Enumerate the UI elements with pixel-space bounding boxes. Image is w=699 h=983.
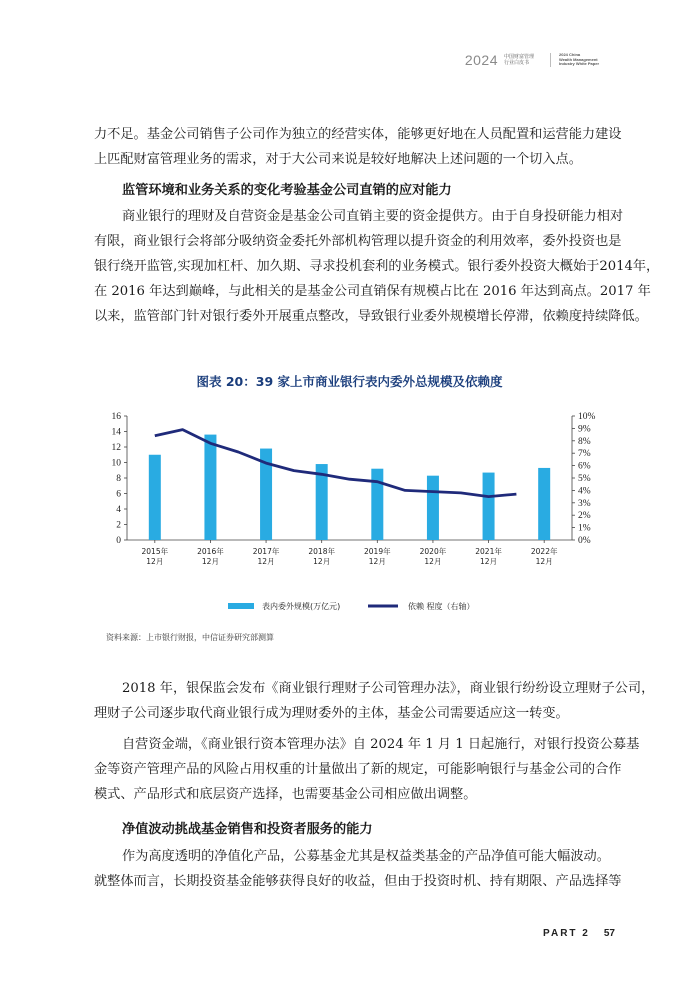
paragraph-line: 有限，商业银行会将部分吸纳资金委托外部机构管理以提升资金的利用效率，委外投资也是 [94, 234, 622, 249]
right-tick-label: 7% [578, 449, 591, 460]
footer-part: PART 2 [543, 928, 590, 939]
x-tick-label: 12月 [201, 557, 219, 566]
right-tick-label: 0% [578, 536, 591, 546]
paragraph-line: 就整体而言，长期投资基金能够获得良好的收益，但由于投资时机、持有期限、产品选择等 [94, 874, 622, 889]
paragraph-4 [94, 732, 640, 807]
paragraph-line: 银行绕开监管,实现加杠杆、加久期、寻求投机套利的业务模式。银行委外投资大概始于2014年， [94, 259, 660, 274]
right-tick-label: 3% [578, 498, 591, 509]
left-tick-label: 6 [116, 489, 121, 500]
right-tick-label: 6% [578, 461, 591, 472]
x-tick-label: 12月 [424, 557, 442, 566]
page-footer [543, 928, 615, 939]
x-tick-label: 2018年 [308, 547, 335, 556]
left-tick-label: 8 [116, 474, 121, 484]
x-tick-label: 2021年 [475, 547, 502, 556]
left-tick-label: 10 [111, 458, 121, 469]
left-tick-label: 14 [111, 427, 121, 438]
paragraph-line: 2018 年，银保监会发布《商业银行理财子公司管理办法》，商业银行纷纷设立理财子公司， [122, 681, 655, 696]
paragraph-line: 力不足。基金公司销售子公司作为独立的经营实体，能够更好地在人员配置和运营能力建设 [94, 127, 622, 142]
left-tick-label: 16 [111, 412, 121, 422]
paragraph-line: 在 2016 年达到巅峰，与此相关的是基金公司直销保有规模占比在 2016 年达到高点。2017 年 [94, 284, 651, 299]
bar [149, 455, 161, 540]
right-tick-label: 4% [578, 486, 591, 497]
header-title-en [559, 53, 615, 67]
section-heading-1: 监管环境和业务关系的变化考验基金公司直销的应对能力 [122, 183, 452, 198]
right-tick-label: 5% [578, 474, 591, 484]
right-tick-label: 1% [578, 523, 591, 534]
paragraph-2 [94, 204, 660, 329]
left-tick-label: 12 [111, 443, 121, 453]
paragraph-line: 模式、产品形式和底层资产选择，也需要基金公司相应做出调整。 [94, 787, 477, 802]
figure-source: 资料来源：上市银行财报，中信证券研究部测算 [106, 633, 274, 642]
x-tick-label: 2017年 [252, 547, 280, 556]
paragraph-1 [94, 122, 622, 172]
legend-label-line: 依赖 程度（右轴） [408, 602, 475, 611]
right-tick-label: 2% [578, 511, 591, 522]
paragraph-line: 商业银行的理财及自营资金是基金公司直销主要的资金提供方。由于自身投研能力相对 [122, 209, 624, 224]
bar [371, 469, 383, 540]
paragraph-line: 以来，监管部门针对银行委外开展重点整改，导致银行业委外规模增长停滞，依赖度持续降低。 [94, 309, 648, 324]
paragraph-3 [94, 676, 655, 726]
paragraph-line: 作为高度透明的净值化产品，公募基金尤其是权益类基金的产品净值可能大幅波动。 [122, 849, 610, 864]
section-heading-2: 净值波动挑战基金销售和投资者服务的能力 [122, 822, 373, 837]
x-tick-label: 12月 [257, 557, 275, 566]
right-tick-label: 8% [578, 436, 591, 447]
header-year: 2024 [464, 52, 498, 68]
legend-label-bar: 表内委外规模(万亿元) [262, 602, 341, 611]
x-tick-label: 12月 [480, 557, 498, 566]
bar [427, 476, 439, 540]
bar [538, 468, 550, 540]
header-title-en-line1: 2024 China [559, 52, 581, 58]
paragraph-line: 金等资产管理产品的风险占用权重的计量做出了新的规定，可能影响银行与基金公司的合作 [94, 762, 622, 777]
paragraph-line: 自营资金端，《商业银行资本管理办法》自 2024 年 1 月 1 日起施行，对银行投资公募基 [122, 737, 640, 752]
left-tick-label: 4 [116, 505, 121, 515]
x-tick-label: 12月 [313, 557, 331, 566]
right-tick-label: 9% [578, 424, 591, 435]
x-tick-label: 2016年 [197, 547, 224, 556]
x-tick-label: 2019年 [364, 547, 391, 556]
x-tick-label: 12月 [146, 557, 164, 566]
left-tick-label: 0 [116, 536, 121, 546]
figure-title: 图表 20：39 家上市商业银行表内委外总规模及依赖度 [196, 374, 503, 389]
header-divider [550, 53, 551, 67]
x-tick-label: 12月 [368, 557, 386, 566]
header-title-cn-line2: 行业白皮书 [504, 60, 530, 66]
right-tick-label: 10% [578, 412, 596, 422]
paragraph-line: 上匹配财富管理业务的需求，对于大公司来说是较好地解决上述问题的一个切入点。 [94, 152, 582, 167]
x-tick-label: 2015年 [141, 547, 169, 556]
x-tick-label: 12月 [535, 557, 553, 566]
x-tick-label: 2020年 [419, 547, 447, 556]
bar [204, 435, 216, 540]
left-tick-label: 2 [116, 520, 121, 531]
chart [0, 400, 699, 625]
bar [483, 473, 495, 540]
header-title-cn-line1: 中国财富管理 [504, 54, 535, 60]
x-tick-label: 2022年 [530, 547, 558, 556]
header-title-cn [504, 54, 542, 66]
page-number: 57 [603, 928, 615, 939]
paragraph-5 [94, 844, 622, 894]
legend-swatch-bar [228, 603, 254, 609]
paragraph-line: 理财子公司逐步取代商业银行成为理财委外的主体，基金公司需要适应这一转变。 [94, 706, 569, 721]
header-title-en-line2: Wealth Management [559, 56, 598, 62]
header-title-en-line3: Industry White Paper [559, 61, 600, 67]
page-header [465, 52, 615, 68]
